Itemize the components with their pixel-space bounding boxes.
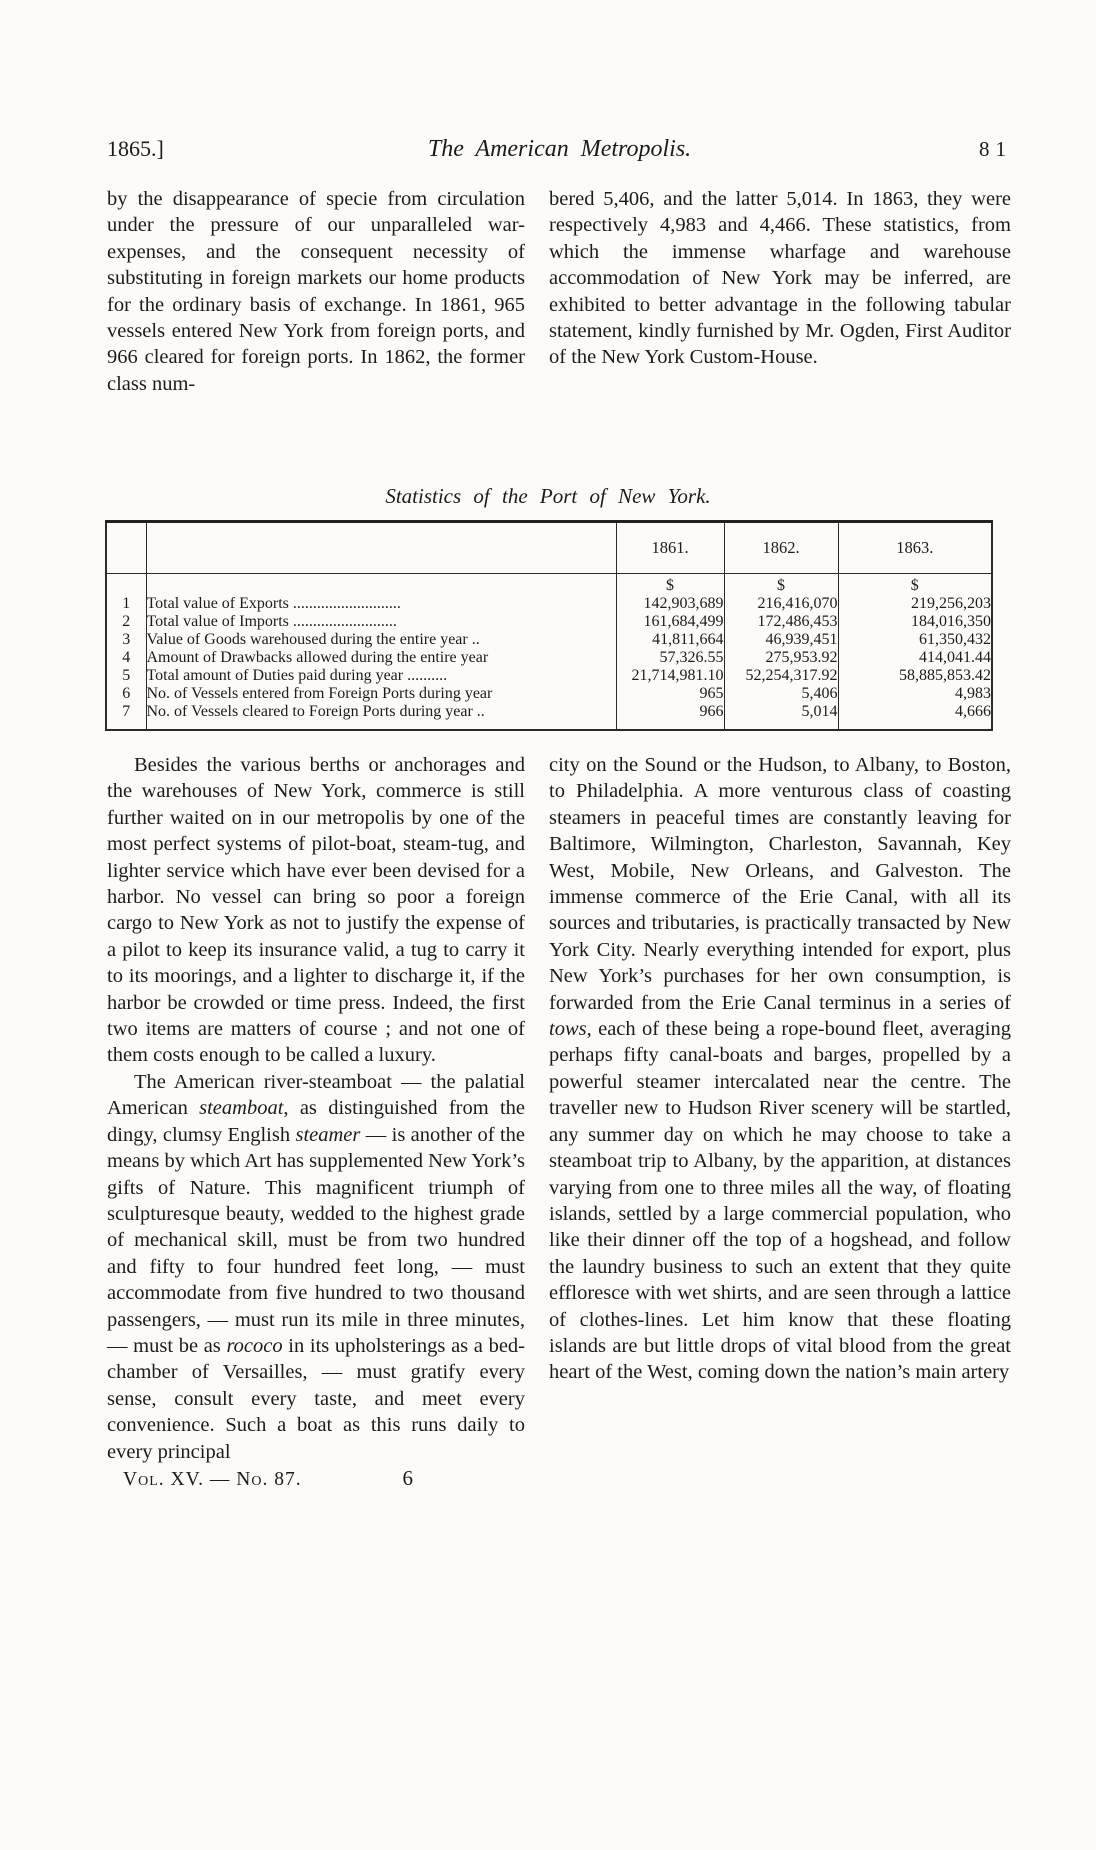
header-cell-empty-num: [106, 522, 146, 574]
signature-number: 6: [402, 1465, 413, 1490]
row-label-cell: Total amount of Duties paid during year ..........: [146, 667, 616, 685]
left-column-bottom: [107, 752, 525, 1491]
currency-symbol: $: [724, 574, 838, 596]
left-column-top: [107, 186, 525, 397]
currency-symbol: $: [616, 574, 724, 596]
value-cell: 161,684,499: [616, 613, 724, 631]
page-number: 81: [979, 137, 1012, 161]
value-cell: 4,983: [838, 685, 992, 703]
table-row: [106, 667, 992, 685]
row-label-cell: Amount of Drawbacks allowed during the entire year: [146, 649, 616, 667]
table-row: [106, 685, 992, 703]
italic-text: steamer: [295, 1123, 361, 1146]
value-cell: 41,811,664: [616, 631, 724, 649]
value-cell: 5,014: [724, 703, 838, 730]
value-cell: 142,903,689: [616, 595, 724, 613]
italic-text: steamboat: [199, 1097, 284, 1120]
row-label-cell: No. of Vessels cleared to Foreign Ports during year ..: [146, 703, 616, 730]
text-run: — is another of the means by which Art has supplemented New York’s gifts of Nature. This magnificent triumph of sculpturesque beauty, wedded to the highest grade of mechanical skill, must be from two hundred and fifty to four hundred feet long, — must accommodate from five hundred to two thousand passengers, — must run its mile in three minutes, — must be as: [107, 1123, 525, 1357]
row-label-cell: Value of Goods warehoused during the entire year ..: [146, 631, 616, 649]
text-run: in its upholsterings as a bed-chamber of Versailles, — must gratify every sense, consult every taste, and meet every convenience. Such a boat as this runs daily to every principal: [107, 1334, 525, 1463]
text-run: bered 5,406, and the latter 5,014. In 1863, they were respectively 4,983 and 4,466. These statistics, from which the immense wharfage and warehouse accommodation of New York may be inferred, are exhibited to better advantage in the following tabular statement, kindly furnished by Mr. Ogden, First Auditor of the New York Custom-House.: [549, 188, 1011, 369]
table-row: [106, 595, 992, 613]
currency-symbol: $: [838, 574, 992, 596]
value-cell: 216,416,070: [724, 595, 838, 613]
table-row: [106, 649, 992, 667]
value-cell: 275,953.92: [724, 649, 838, 667]
lower-text-block: [107, 752, 1011, 1491]
value-cell: 966: [616, 703, 724, 730]
right-column-bottom: [549, 752, 1011, 1491]
value-cell: 965: [616, 685, 724, 703]
table-caption: Statistics of the Port of New York.: [385, 484, 711, 508]
paragraph: [107, 752, 525, 1069]
table-row: [106, 631, 992, 649]
table-header-row: [106, 522, 992, 574]
value-cell: 414,041.44: [838, 649, 992, 667]
value-cell: 4,666: [838, 703, 992, 730]
row-number-cell: 7: [122, 703, 131, 721]
paragraph: [549, 186, 1011, 371]
value-cell: 57,326.55: [616, 649, 724, 667]
text-run: The American river-steamboat — the palatial American: [107, 1070, 525, 1120]
currency-row: [106, 574, 992, 596]
header-cell-1861: 1861.: [616, 522, 724, 574]
left-column-paragraphs: [107, 752, 525, 1465]
value-cell: 61,350,432: [838, 631, 992, 649]
value-cell: 52,254,317.92: [724, 667, 838, 685]
header-date: 1865.]: [107, 136, 164, 161]
row-number-cell: 2: [122, 613, 131, 631]
value-cell: 58,885,853.42: [838, 667, 992, 685]
row-number-cell: 6: [122, 685, 131, 703]
volume-number: Vol. XV. — No. 87.: [123, 1468, 302, 1490]
row-number-cell: 3: [122, 631, 131, 649]
italic-text: rococo: [226, 1334, 283, 1357]
value-cell: 219,256,203: [838, 595, 992, 613]
table-body: [106, 574, 992, 731]
text-run: Besides the various berths or anchorages and the warehouses of New York, commerce is still further waited on in our metropolis by one of the most perfect systems of pilot-boat, steam-tug, and lighter service which have ever been devised for a harbor. No vessel can bring so poor a foreign cargo to New York as not to justify the expense of a pilot to keep its insurance valid, a tug to carry it to its moorings, and a lighter to discharge it, if the harbor be crowded or time press. Indeed, the first two items are matters of course ; and not one of them costs enough to be called a luxury.: [107, 754, 525, 1067]
currency-cell-empty-label: [146, 574, 616, 596]
text-run: by the disappearance of specie from circulation under the pressure of our unparalleled war-expenses, and the consequent necessity of substituting in foreign markets our home products for the ordinary basis of exchange. In 1861, 965 vessels entered New York from foreign ports, and 966 cleared for foreign ports. In 1862, the former class num-: [107, 188, 525, 395]
paragraph: [107, 1069, 525, 1465]
table-row: [106, 703, 992, 730]
page-header: [107, 136, 1012, 163]
value-cell: 5,406: [724, 685, 838, 703]
row-label-cell: Total value of Imports ..........................: [146, 613, 616, 631]
paragraph: [549, 752, 1011, 1386]
text-run: city on the Sound or the Hudson, to Albany, to Boston, to Philadelphia. A more venturous class of coasting steamers in peaceful times are constantly leaving for Baltimore, Wilmington, Charleston, Savannah, Key West, Mobile, New Orleans, and Galveston. The immense commerce of the Erie Canal, with all its sources and tributaries, is practically transacted by New York City. Nearly everything intended for export, plus New York’s purchases for her own consumption, is forwarded from the Erie Canal terminus in a series of: [549, 754, 1011, 1014]
upper-text-block: [107, 186, 1011, 397]
table-row: [106, 613, 992, 631]
right-column-top: [549, 186, 1011, 397]
header-cell-empty-label: [146, 522, 616, 574]
row-number-cell: 5: [122, 667, 131, 685]
statistics-table: [105, 520, 993, 731]
row-number-cell: 4: [122, 649, 131, 667]
value-cell: 184,016,350: [838, 613, 992, 631]
currency-cell-empty-num: [106, 574, 146, 596]
value-cell: 21,714,981.10: [616, 667, 724, 685]
row-label-cell: No. of Vessels entered from Foreign Ports during year: [146, 685, 616, 703]
value-cell: 172,486,453: [724, 613, 838, 631]
text-run: , each of these being a rope-bound fleet, averaging perhaps fifty canal-boats and barges, propelled by a powerful steamer intercalated near the centre. The traveller new to Hudson River scenery will be startled, any summer day on which he may choose to take a steamboat trip to Albany, by the apparition, at distances varying from one to three miles all the way, of floating islands, settled by a large commercial population, who like their dinner off the top of a hogshead, and follow the laundry business to such an extent that they quite effloresce with wet shirts, and are seen through a lattice of clothes-lines. Let him know that these floating islands are but little drops of vital blood from the great heart of the West, coming down the nation’s main artery: [549, 1018, 1011, 1384]
text-run: , as distinguished from the dingy, clumsy English: [107, 1097, 526, 1146]
running-title: The American Metropolis.: [427, 136, 692, 162]
header-cell-1862: 1862.: [724, 522, 838, 574]
paragraph: [107, 186, 525, 397]
value-cell: 46,939,451: [724, 631, 838, 649]
italic-text: tows: [549, 1018, 587, 1041]
header-cell-1863: 1863.: [838, 522, 992, 574]
volume-footer: [107, 1465, 525, 1491]
row-number-cell: 1: [122, 595, 131, 613]
table-header: [106, 522, 992, 574]
row-label-cell: Total value of Exports ...........................: [146, 595, 616, 613]
